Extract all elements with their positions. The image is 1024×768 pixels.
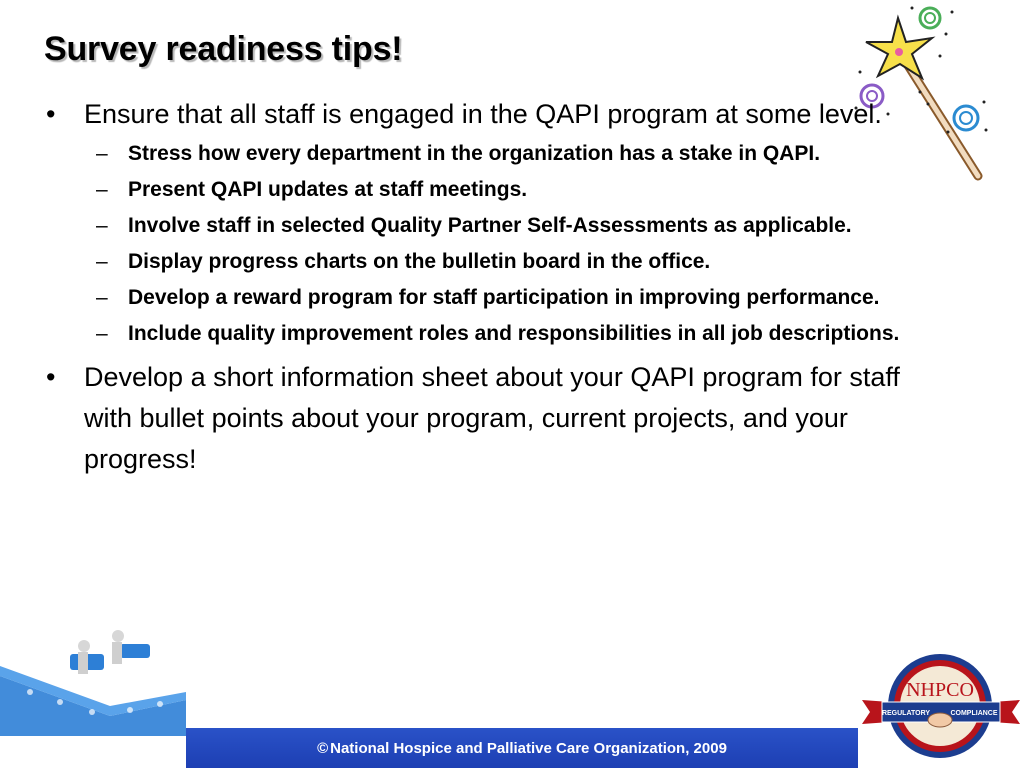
bullet-text: Develop a short information sheet about your QAPI program for staff with bullet points about your program, current projects, and your progress!	[84, 362, 900, 474]
bullet-item	[44, 357, 994, 480]
logo-ribbon-right: COMPLIANCE	[950, 710, 998, 717]
bullet-item	[44, 94, 994, 135]
bullet-text: Ensure that all staff is engaged in the QAPI program at some level.	[84, 99, 882, 129]
copyright-symbol: ©	[317, 739, 329, 757]
puzzle-people-illustration	[0, 596, 200, 736]
sub-bullet-text: Develop a reward program for staff participation in improving performance.	[128, 286, 880, 309]
dash-marker: –	[96, 142, 108, 165]
sub-bullet-item	[44, 317, 994, 351]
sub-bullet-item	[44, 173, 994, 207]
sub-bullet-text: Display progress charts on the bulletin board in the office.	[128, 250, 711, 273]
sub-bullet-text: Stress how every department in the organization has a stake in QAPI.	[128, 142, 821, 165]
logo-ribbon-left: REGULATORY	[881, 710, 931, 717]
slide-title: Survey readiness tips!	[44, 30, 403, 68]
sub-bullet-item	[44, 245, 994, 279]
nhpco-logo	[860, 650, 1022, 762]
dash-marker: –	[96, 250, 108, 273]
sub-bullet-item	[44, 137, 994, 171]
sub-bullet-item	[44, 281, 994, 315]
bullet-marker: •	[46, 99, 56, 129]
dash-marker: –	[96, 178, 108, 201]
bullet-marker: •	[46, 362, 56, 392]
dash-marker: –	[96, 214, 108, 237]
sub-bullet-text: Present QAPI updates at staff meetings.	[128, 178, 528, 201]
logo-name: NHPCO	[906, 679, 974, 701]
dash-marker: –	[96, 322, 108, 345]
footer-text: National Hospice and Palliative Care Organization, 2009	[330, 739, 727, 757]
sub-bullet-text: Include quality improvement roles and responsibilities in all job descriptions.	[128, 322, 900, 345]
sub-bullet-item	[44, 209, 994, 243]
slide-body	[44, 94, 994, 480]
sub-bullet-text: Involve staff in selected Quality Partner Self-Assessments as applicable.	[128, 214, 852, 237]
footer-bar	[186, 728, 858, 768]
dash-marker: –	[96, 286, 108, 309]
